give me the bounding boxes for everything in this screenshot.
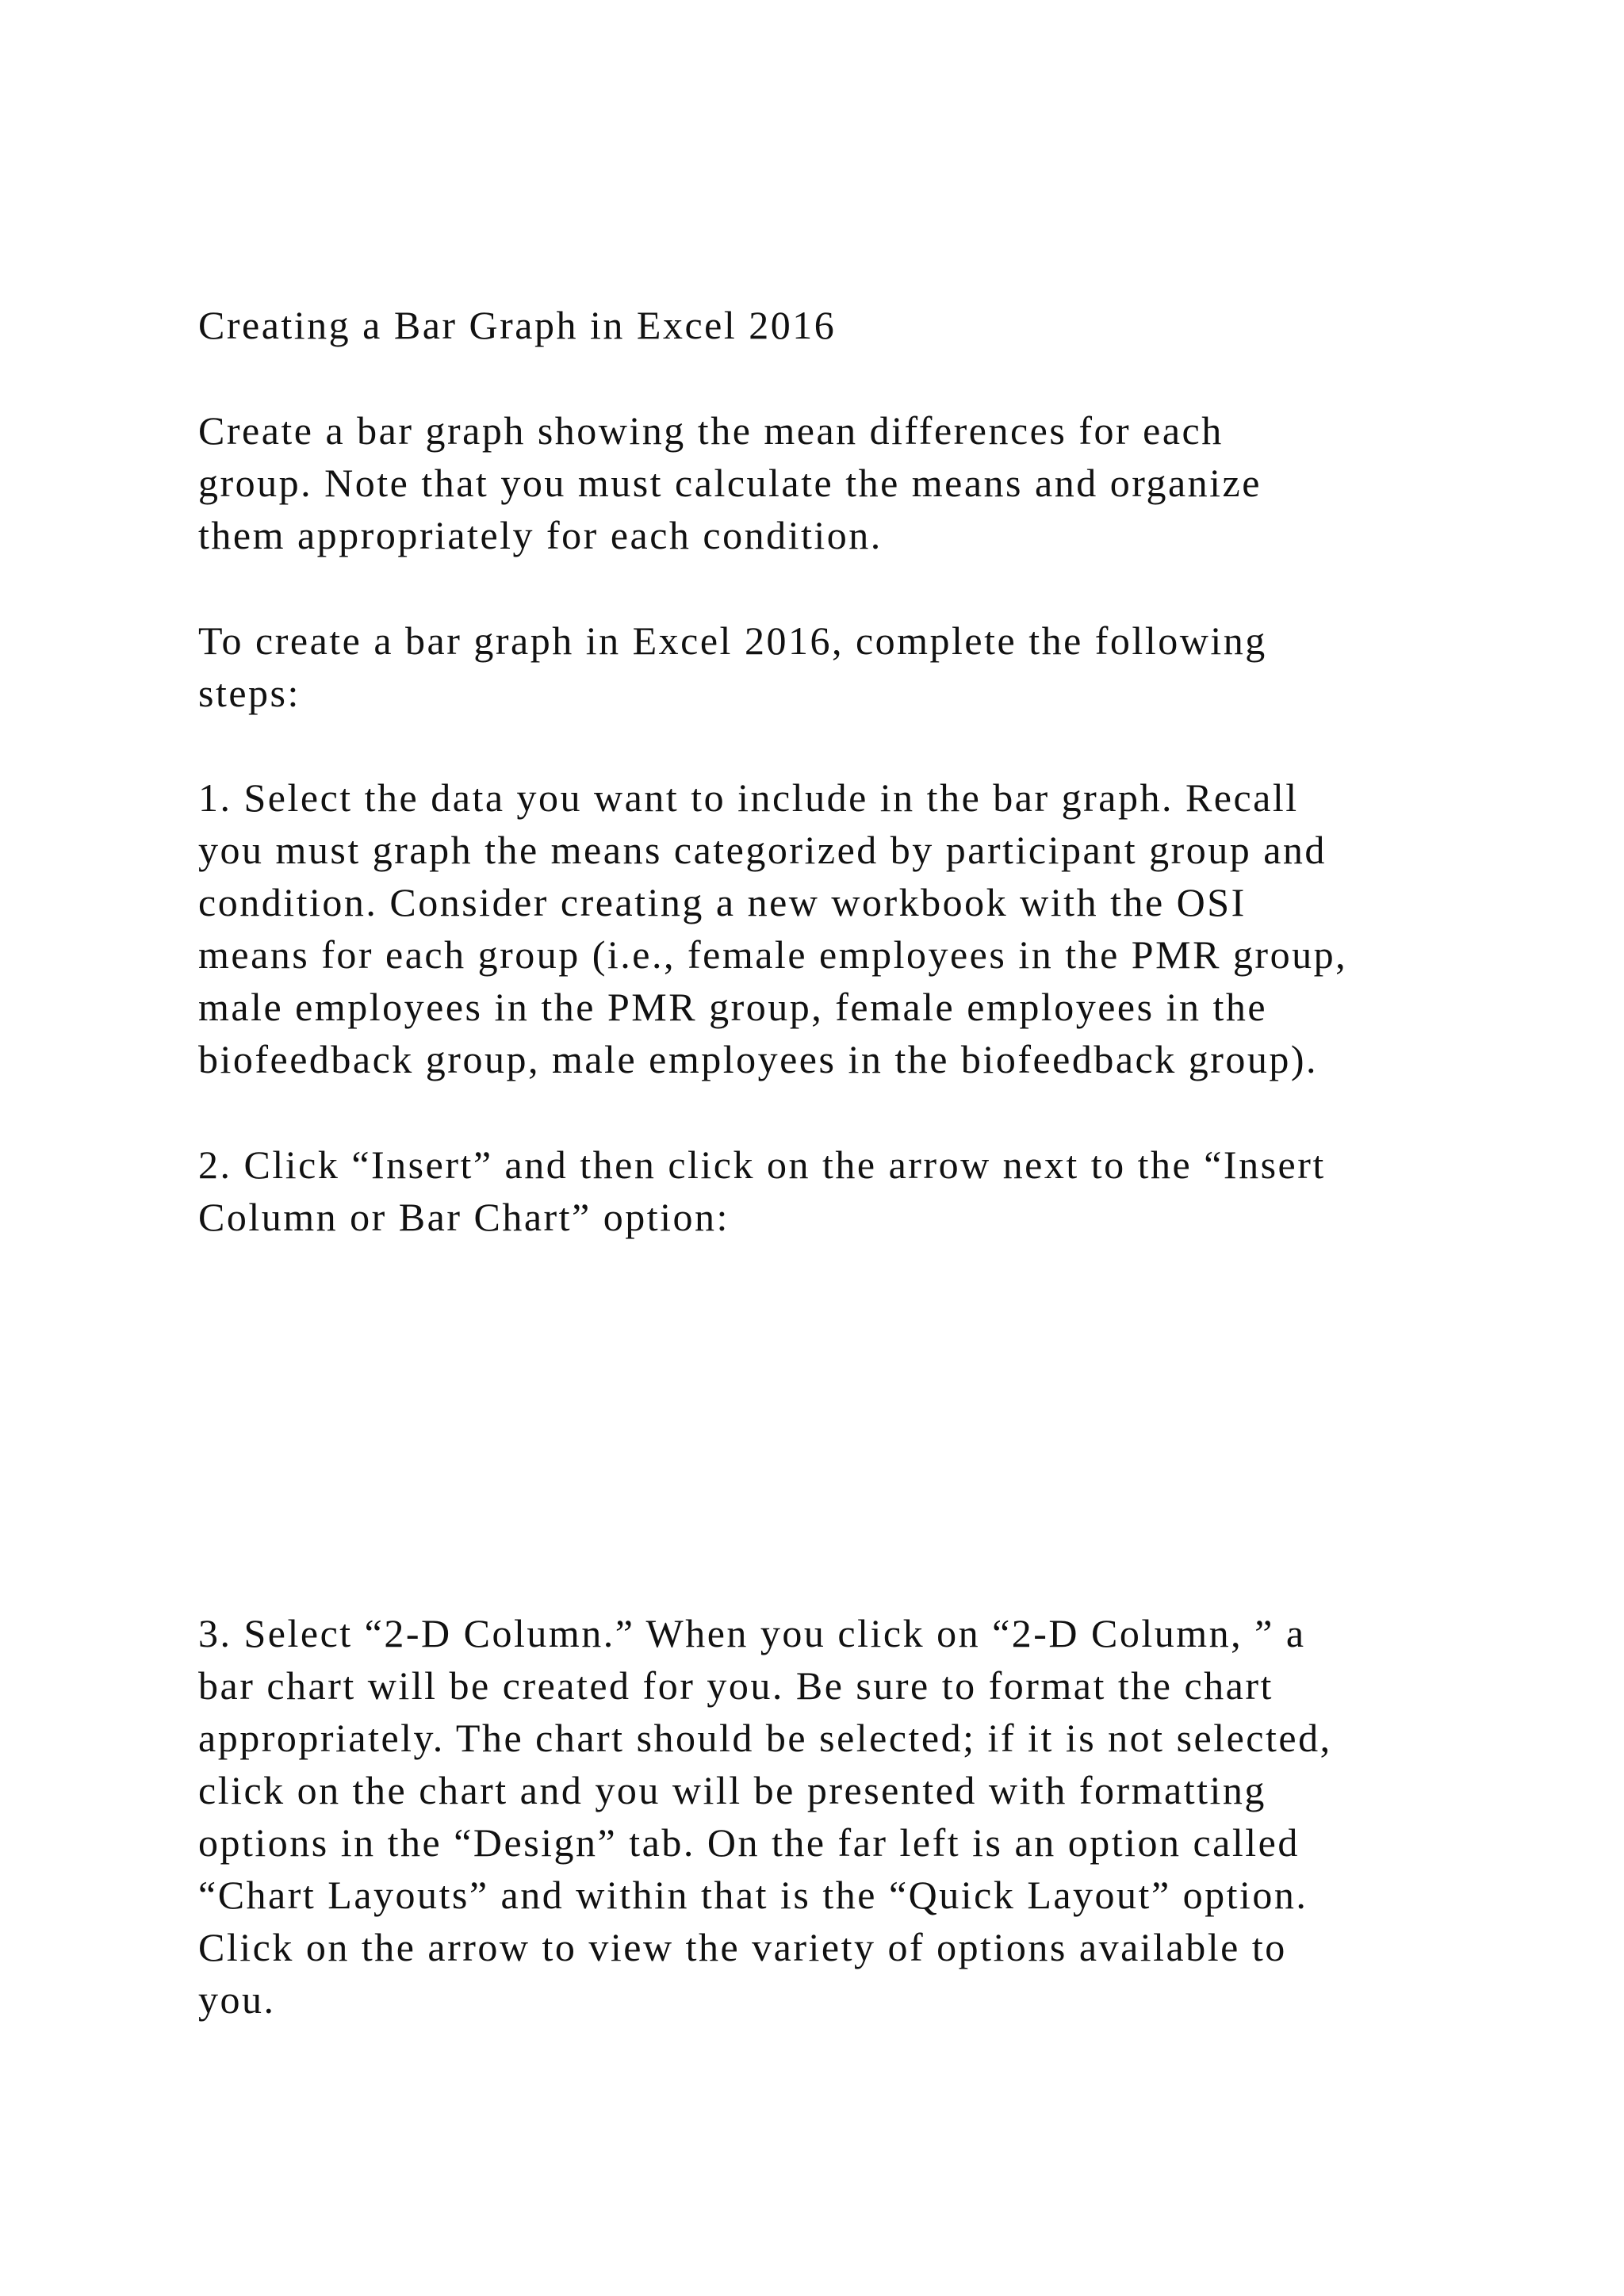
- intro-line: them appropriately for each condition.: [198, 513, 883, 557]
- step-3-line: 3. Select “2-D Column.” When you click on “2-D Column, ” a: [198, 1611, 1306, 1655]
- step-3-line: bar chart will be created for you. Be sure to format the chart: [198, 1663, 1274, 1708]
- step-2-line: Column or Bar Chart” option:: [198, 1195, 730, 1239]
- step-1-line: male employees in the PMR group, female employees in the: [198, 985, 1268, 1029]
- step-2-paragraph: [198, 1138, 1507, 1243]
- step-3-paragraph: [198, 1607, 1507, 2026]
- step-1-line: you must graph the means categorized by participant group and: [198, 828, 1327, 872]
- steps-intro-line: steps:: [198, 671, 301, 715]
- step-3-line: “Chart Layouts” and within that is the “Quick Layout” option.: [198, 1873, 1308, 1917]
- step-3-line: click on the chart and you will be presented with formatting: [198, 1768, 1266, 1812]
- step-1-line: means for each group (i.e., female employees in the PMR group,: [198, 932, 1348, 977]
- step-3-line: you.: [198, 1977, 276, 2022]
- intro-paragraph: [198, 404, 1507, 561]
- intro-line: group. Note that you must calculate the means and organize: [198, 461, 1262, 505]
- step-2-line: 2. Click “Insert” and then click on the arrow next to the “Insert: [198, 1142, 1326, 1187]
- step-1-line: condition. Consider creating a new workbook with the OSI: [198, 880, 1247, 924]
- document-title: [198, 299, 1507, 351]
- steps-intro-paragraph: [198, 614, 1507, 719]
- intro-line: Create a bar graph showing the mean differences for each: [198, 408, 1224, 453]
- step-3-line: Click on the arrow to view the variety of options available to: [198, 1925, 1287, 1969]
- step-3-line: appropriately. The chart should be selected; if it is not selected,: [198, 1716, 1332, 1760]
- step-1-line: 1. Select the data you want to include in the bar graph. Recall: [198, 775, 1299, 820]
- step-1-paragraph: [198, 771, 1507, 1085]
- step-1-line: biofeedback group, male employees in the biofeedback group).: [198, 1037, 1319, 1081]
- title-line: Creating a Bar Graph in Excel 2016: [198, 303, 837, 347]
- steps-intro-line: To create a bar graph in Excel 2016, complete the following: [198, 618, 1267, 663]
- step-3-line: options in the “Design” tab. On the far left is an option called: [198, 1820, 1300, 1865]
